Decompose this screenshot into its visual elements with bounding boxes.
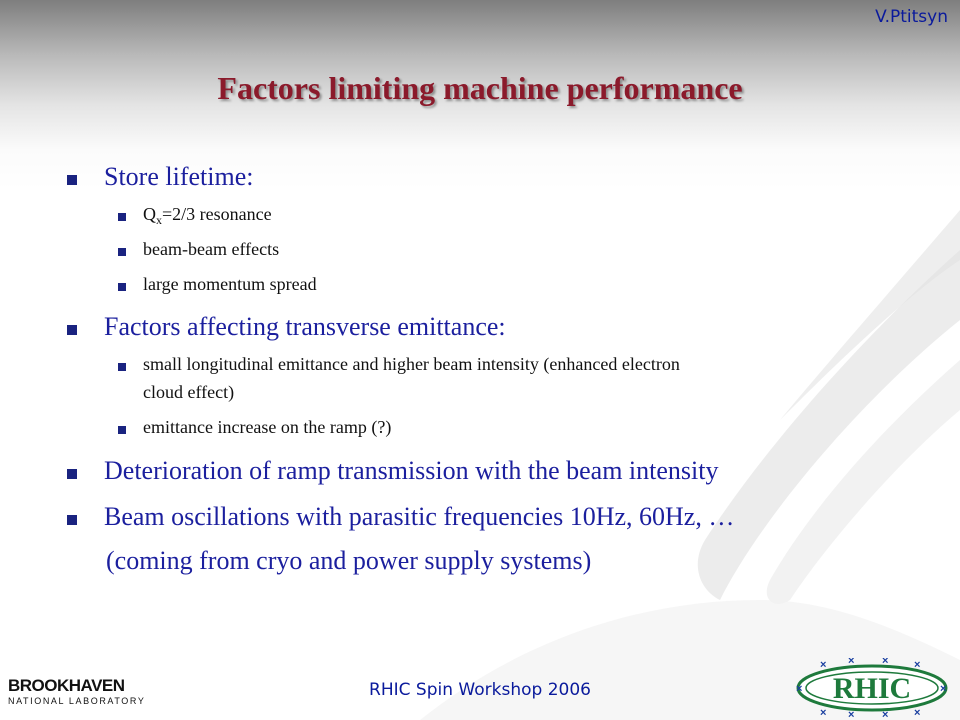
svg-text:×: × [882,709,889,718]
rhic-logo-text: RHIC [832,672,912,705]
sub-bullet-momentum-spread: large momentum spread [143,274,317,294]
svg-text:×: × [940,683,947,695]
sub-bullet-square [118,363,126,371]
sub-bullet-longitudinal-line2: cloud effect) [143,382,235,402]
brookhaven-logo-lab: NATIONAL LABORATORY [8,696,146,706]
bullet-square [67,175,77,185]
sub-bullet-longitudinal-line1: small longitudinal emittance and higher beam intensity (enhanced electron [143,354,680,374]
sub-bullet-square [118,248,126,256]
slide-title: Factors limiting machine performance [217,70,743,106]
qx-letter: Q [143,204,156,224]
svg-text:×: × [820,659,827,671]
sub-bullet-square [118,426,126,434]
brookhaven-logo-name: BROOKHAVEN [8,676,125,695]
svg-text:×: × [796,683,803,695]
sub-bullet-ramp-increase: emittance increase on the ramp (?) [143,417,392,437]
bullet-deterioration: Deterioration of ramp transmission with the beam intensity [104,456,719,485]
svg-text:×: × [914,707,921,718]
bullet-square [67,469,77,479]
qx-rest: =2/3 resonance [162,204,272,224]
sub-bullet-qx-resonance [143,204,272,228]
svg-text:×: × [882,658,889,667]
svg-text:×: × [848,709,855,718]
footer-workshop: RHIC Spin Workshop 2006 [369,680,591,700]
qx-subscript: x [156,213,162,227]
sub-bullet-square [118,283,126,291]
bullet-square [67,515,77,525]
svg-text:×: × [820,707,827,718]
sub-bullet-square [118,213,126,221]
bullet-oscillations: Beam oscillations with parasitic frequencies 10Hz, 60Hz, … [104,502,735,531]
sub-bullet-beam-beam: beam-beam effects [143,239,280,259]
bullet-store-lifetime: Store lifetime: [104,162,254,191]
author-label: V.Ptitsyn [875,7,948,27]
brookhaven-logo [8,676,148,712]
svg-text:×: × [914,659,921,671]
svg-text:×: × [848,658,855,667]
rhic-logo [792,658,952,718]
bullet-transverse-emittance: Factors affecting transverse emittance: [104,312,506,341]
oscillations-note: (coming from cryo and power supply systems) [106,546,592,575]
bullet-square [67,325,77,335]
